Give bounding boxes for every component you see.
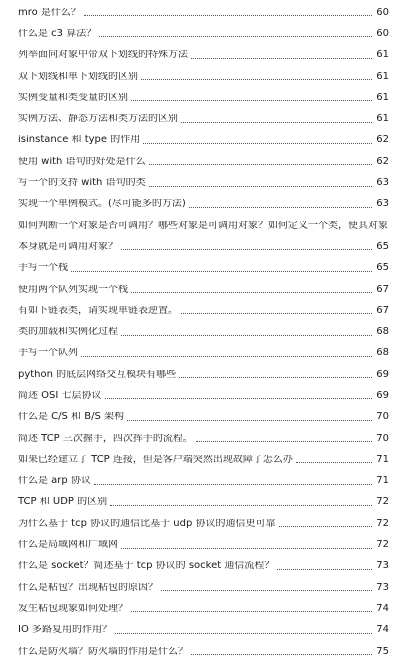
toc-entry-page: 71 <box>376 475 389 487</box>
toc-entry[interactable] <box>18 471 389 492</box>
toc-entry[interactable] <box>18 598 389 619</box>
toc-entry[interactable] <box>18 577 389 598</box>
toc-entry-title: python 的底层网络交互模块有哪些 <box>18 369 177 380</box>
toc-entry-title: 类的加载和实例化过程 <box>18 327 118 338</box>
toc-dot-leader <box>121 335 372 336</box>
toc-entry-page: 72 <box>376 496 389 508</box>
toc-entry-title: 简述 TCP 三次握手，四次挥手的流程。 <box>18 433 193 444</box>
toc-entry-page: 62 <box>376 134 389 146</box>
toc-entry[interactable] <box>18 343 389 364</box>
toc-entry-title: 手写一个队列 <box>18 348 78 359</box>
toc-dot-leader <box>279 526 372 527</box>
toc-entry[interactable] <box>18 556 389 577</box>
toc-entry-wrapped-line[interactable] <box>18 215 389 236</box>
toc-entry-title: 使用 with 语句的好处是什么 <box>18 156 146 167</box>
toc-entry[interactable] <box>18 194 389 215</box>
toc-list <box>18 0 389 662</box>
toc-entry[interactable] <box>18 620 389 641</box>
toc-dot-leader <box>105 398 372 399</box>
toc-entry-page: 62 <box>376 155 389 167</box>
toc-entry-page: 70 <box>376 411 389 423</box>
toc-entry-page: 75 <box>376 645 389 657</box>
toc-dot-leader <box>71 271 372 272</box>
toc-entry-title: 什么是 arp 协议 <box>18 476 91 487</box>
toc-entry[interactable] <box>18 236 389 257</box>
toc-entry-page: 73 <box>376 581 389 593</box>
toc-entry[interactable] <box>18 300 389 321</box>
toc-entry-title: isinstance 和 type 的作用 <box>18 135 141 146</box>
toc-entry-title: 什么是粘包？出现粘包的原因？ <box>18 582 158 593</box>
toc-entry-page: 63 <box>376 198 389 210</box>
toc-entry-page: 70 <box>376 432 389 444</box>
toc-entry-page: 60 <box>376 6 389 18</box>
toc-entry-page: 63 <box>376 177 389 189</box>
toc-entry[interactable] <box>18 45 389 66</box>
toc-dot-leader <box>196 441 372 442</box>
toc-entry[interactable] <box>18 23 389 44</box>
toc-dot-leader <box>115 633 372 634</box>
toc-entry-title: 实现一个单例模式。(尽可能多的方法) <box>18 199 186 210</box>
toc-entry[interactable] <box>18 172 389 193</box>
toc-entry-title: 如果已经建立了 TCP 连接，但是客户端突然出现故障了怎么办 <box>18 454 293 465</box>
toc-entry-page: 71 <box>376 453 389 465</box>
toc-entry-title: 什么是 socket？简述基于 tcp 协议的 socket 通信流程？ <box>18 561 275 572</box>
toc-entry-page: 73 <box>376 560 389 572</box>
toc-entry-page: 67 <box>376 283 389 295</box>
toc-entry-page: 61 <box>376 70 389 82</box>
toc-dot-leader <box>99 36 372 37</box>
toc-entry[interactable] <box>18 641 389 662</box>
toc-entry[interactable] <box>18 407 389 428</box>
toc-entry-page: 72 <box>376 517 389 529</box>
toc-entry[interactable] <box>18 428 389 449</box>
toc-entry-page: 60 <box>376 27 389 39</box>
toc-dot-leader <box>141 79 372 80</box>
toc-entry[interactable] <box>18 108 389 129</box>
toc-entry-title: 手写一个栈 <box>18 263 68 274</box>
toc-entry-title: TCP 和 UDP 的区别 <box>18 497 108 508</box>
toc-dot-leader <box>191 58 372 59</box>
toc-dot-leader <box>143 143 372 144</box>
toc-dot-leader <box>131 611 372 612</box>
toc-dot-leader <box>181 313 372 314</box>
toc-entry-title: 简述 OSI 七层协议 <box>18 390 102 401</box>
toc-entry[interactable] <box>18 513 389 534</box>
toc-dot-leader <box>94 484 372 485</box>
toc-entry-page: 67 <box>376 304 389 316</box>
toc-entry-title-continued: 本身就是可调用对象？ <box>18 241 118 252</box>
toc-entry-title: 实例变量和类变量的区别 <box>18 92 128 103</box>
toc-dot-leader <box>296 462 372 463</box>
toc-entry-page: 74 <box>376 602 389 614</box>
toc-entry-title: 有如下链表类，请实现单链表逆置。 <box>18 305 178 316</box>
toc-dot-leader <box>161 590 372 591</box>
toc-entry-page: 65 <box>376 240 389 252</box>
toc-entry[interactable] <box>18 279 389 300</box>
toc-entry[interactable] <box>18 130 389 151</box>
toc-entry-page: 65 <box>376 262 389 274</box>
toc-entry[interactable] <box>18 2 389 23</box>
toc-entry[interactable] <box>18 449 389 470</box>
toc-entry-title: 什么是 c3 算法？ <box>18 28 97 39</box>
toc-entry-title: 什么是局域网和广域网 <box>18 540 118 551</box>
toc-dot-leader <box>149 164 372 165</box>
toc-dot-leader <box>181 122 372 123</box>
toc-entry-title: 什么是防火墙？防火墙的作用是什么？ <box>18 646 188 657</box>
toc-entry-title: 为什么基于 tcp 协议的通信比基于 udp 协议的通信更可靠 <box>18 518 276 529</box>
toc-dot-leader <box>81 356 372 357</box>
toc-entry[interactable] <box>18 534 389 555</box>
toc-entry[interactable] <box>18 321 389 342</box>
toc-entry-page: 72 <box>376 539 389 551</box>
toc-entry[interactable] <box>18 385 389 406</box>
toc-dot-leader <box>121 249 372 250</box>
toc-dot-leader <box>110 505 372 506</box>
toc-entry-page: 74 <box>376 624 389 636</box>
toc-entry[interactable] <box>18 87 389 108</box>
toc-dot-leader <box>149 186 372 187</box>
toc-entry-title: 什么是 C/S 和 B/S 架构 <box>18 412 124 423</box>
toc-dot-leader <box>84 15 372 16</box>
toc-entry-title: 列举面向对象中带双下划线的特殊方法 <box>18 50 188 61</box>
toc-dot-leader <box>131 292 372 293</box>
toc-entry-title: 双下划线和单下划线的区别 <box>18 71 138 82</box>
toc-dot-leader <box>189 207 372 208</box>
toc-entry-page: 61 <box>376 113 389 125</box>
toc-entry-title: 使用两个队列实现一个栈 <box>18 284 128 295</box>
toc-dot-leader <box>191 654 372 655</box>
toc-entry-title: IO 多路复用的作用？ <box>18 625 112 636</box>
toc-dot-leader <box>179 377 372 378</box>
toc-entry-page: 61 <box>376 49 389 61</box>
toc-dot-leader <box>277 569 372 570</box>
toc-entry[interactable] <box>18 66 389 87</box>
toc-entry-page: 69 <box>376 389 389 401</box>
toc-entry-title: 如何判断一个对象是否可调用？哪些对象是可调用对象？如何定义一个类，使其对象 <box>18 220 388 231</box>
toc-entry-page: 68 <box>376 347 389 359</box>
toc-dot-leader <box>121 548 372 549</box>
toc-entry-title: 写一个的支持 with 语句的类 <box>18 178 146 189</box>
toc-dot-leader <box>127 420 372 421</box>
toc-entry[interactable] <box>18 151 389 172</box>
toc-entry-page: 68 <box>376 326 389 338</box>
toc-entry[interactable] <box>18 364 389 385</box>
toc-entry-title: 实例方法、静态方法和类方法的区别 <box>18 114 178 125</box>
toc-entry-page: 69 <box>376 368 389 380</box>
toc-dot-leader <box>131 100 372 101</box>
toc-entry-title: 发生粘包现象如何处理？ <box>18 603 128 614</box>
toc-entry[interactable] <box>18 258 389 279</box>
toc-entry-page: 61 <box>376 91 389 103</box>
toc-entry-title: mro 是什么？ <box>18 7 81 18</box>
toc-entry[interactable] <box>18 492 389 513</box>
